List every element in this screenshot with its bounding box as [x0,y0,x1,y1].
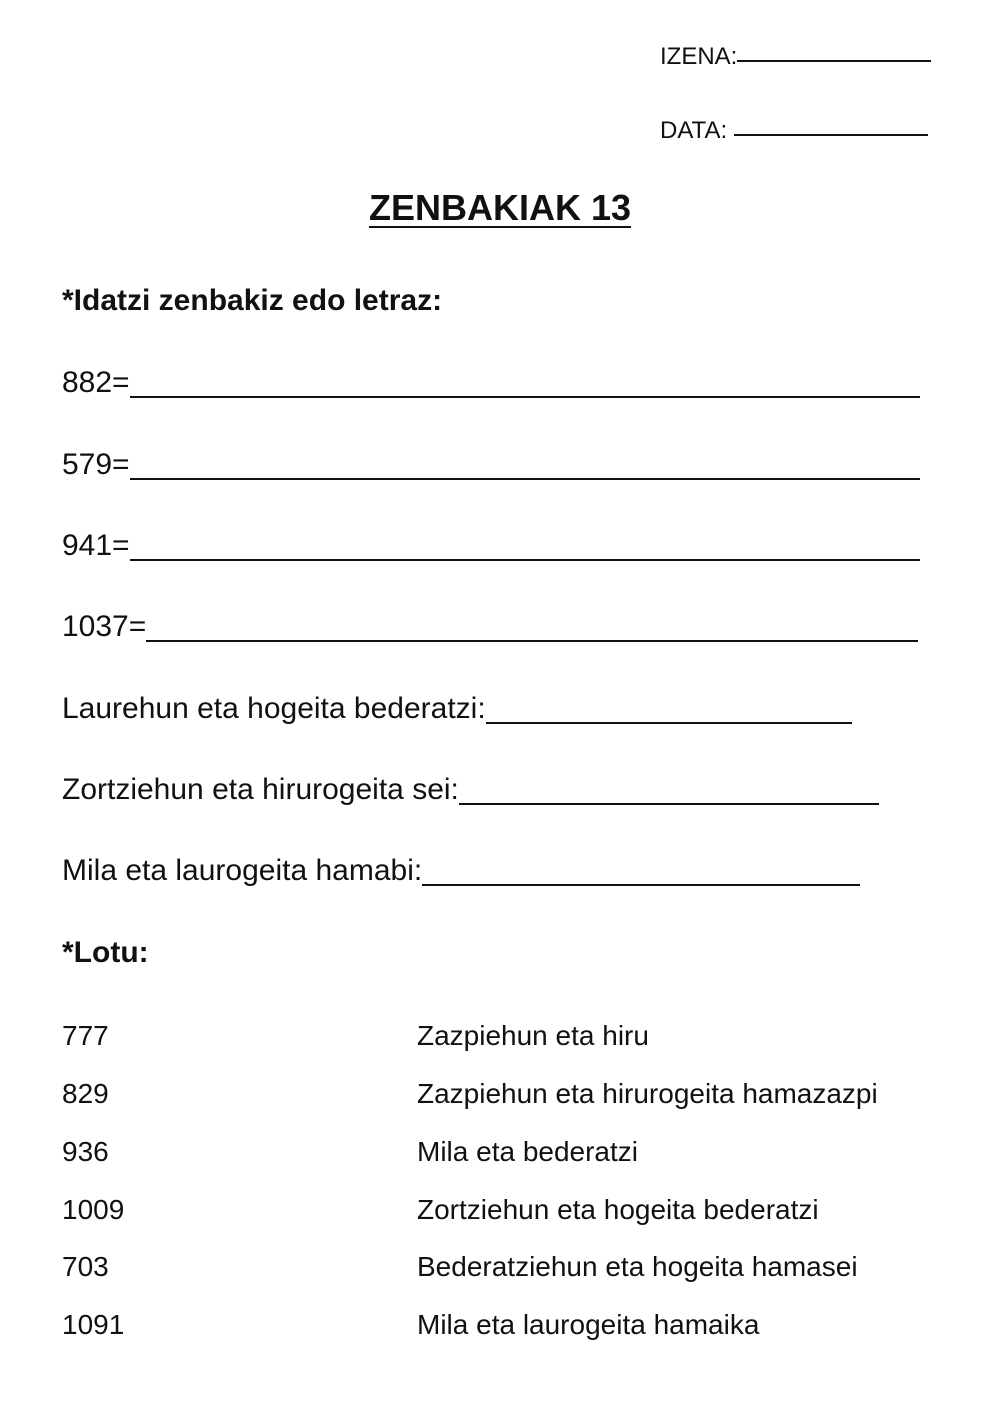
match-words[interactable]: Mila eta bederatzi [417,1136,639,1167]
exercise-row-word-3 [62,852,860,890]
exercise-prompt: Laurehun eta hogeita bederatzi: [62,692,486,725]
exercise-prompt: Zortziehun eta hirurogeita sei: [62,773,459,806]
answer-blank[interactable] [130,368,920,398]
exercise-row-882 [62,364,920,402]
page-title-text: ZENBAKIAK 13 [368,187,632,228]
date-field-row [660,112,928,146]
answer-blank[interactable] [130,450,920,480]
match-words[interactable]: Bederatziehun eta hogeita hamasei [417,1251,858,1282]
page-title [0,185,1000,231]
match-number[interactable]: 777 [62,1020,109,1051]
match-number[interactable]: 936 [62,1136,109,1167]
exercise-row-1037 [62,608,918,646]
exercise-row-word-1 [62,690,852,728]
exercise-row-579 [62,446,920,484]
match-number[interactable]: 1009 [62,1194,125,1225]
exercise-row-941 [62,527,920,565]
name-label: IZENA: [660,43,738,70]
section-heading-match: *Lotu: [62,936,149,969]
exercise-row-word-2 [62,771,879,809]
exercise-prompt: 1037= [62,610,147,643]
exercise-prompt: 882= [62,366,130,399]
answer-blank[interactable] [130,531,920,561]
match-words[interactable]: Mila eta laurogeita hamaika [417,1309,760,1340]
match-words[interactable]: Zazpiehun eta hiru [417,1020,649,1051]
date-label: DATA: [660,117,728,144]
match-number[interactable]: 703 [62,1251,109,1282]
answer-blank[interactable] [486,694,852,724]
match-number[interactable]: 829 [62,1078,109,1109]
exercise-prompt: 579= [62,448,130,481]
name-field-row [660,38,931,72]
match-words[interactable]: Zortziehun eta hogeita bederatzi [417,1194,819,1225]
match-number[interactable]: 1091 [62,1309,125,1340]
section-heading-write: *Idatzi zenbakiz edo letraz: [62,284,443,317]
answer-blank[interactable] [146,612,918,642]
match-words[interactable]: Zazpiehun eta hirurogeita hamazazpi [417,1078,878,1109]
exercise-prompt: 941= [62,529,130,562]
answer-blank[interactable] [422,856,860,886]
name-blank[interactable] [737,38,931,62]
date-blank[interactable] [734,112,928,136]
answer-blank[interactable] [459,775,879,805]
exercise-prompt: Mila eta laurogeita hamabi: [62,854,423,887]
